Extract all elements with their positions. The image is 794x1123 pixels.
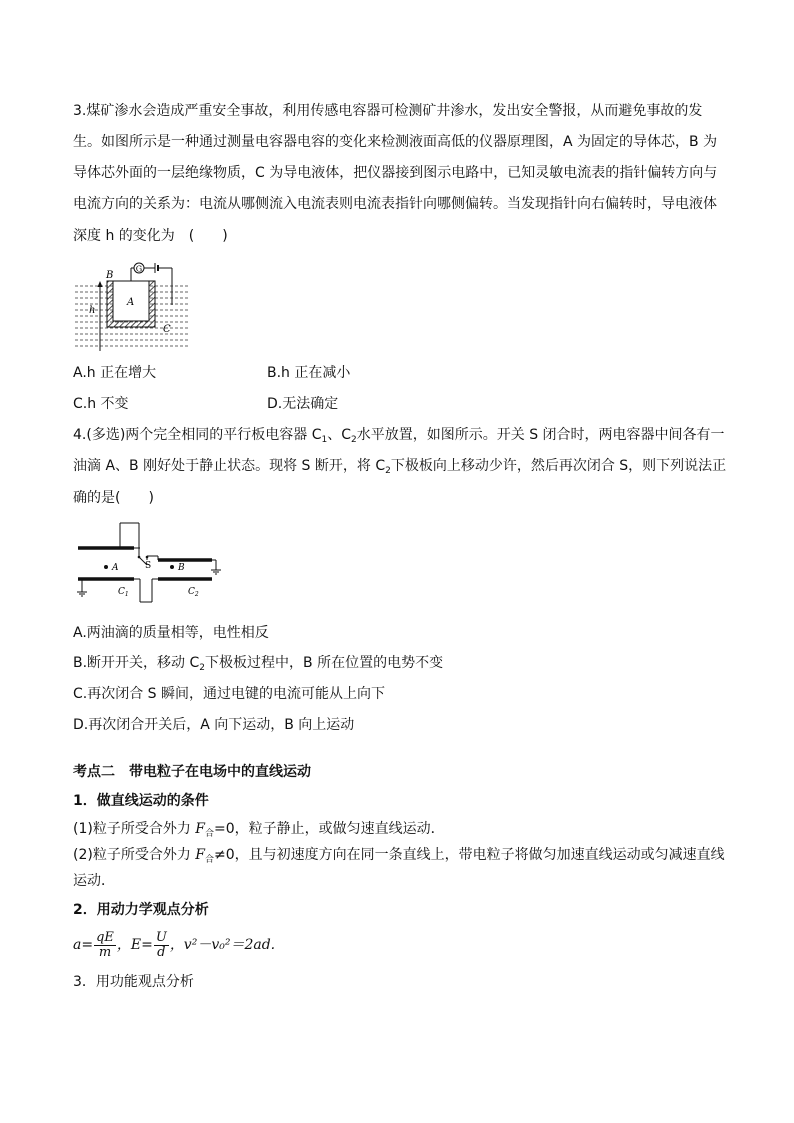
- label-C2: $C_2$: [188, 587, 199, 598]
- q4-option-b[interactable]: B.断开开关，移动 $C_2$下极板过程中，B 所在位置的电势不变: [73, 655, 444, 673]
- q3-line-3: 导体芯外面的一层绝缘物质，C 为导电液体，把仪器接到图示电路中，已知灵敏电流表的指针偏转方向与: [73, 165, 718, 181]
- subsection-1-title: 1．做直线运动的条件: [73, 793, 209, 809]
- q3-option-c[interactable]: C.h 不变: [73, 396, 129, 412]
- q4-line-1: 4.(多选)两个完全相同的平行板电容器 $C_1$、$C_2$水平放置，如图所示。开关 S 闭合时，两电容器中间各有一: [73, 427, 725, 445]
- q3-line-5: 深度 h 的变化为 ( ): [73, 228, 228, 244]
- q3-line-4: 电流方向的关系为：电流从哪侧流入电流表则电流表指针向哪侧偏转。当发现指针向右偏转时，导电液体: [73, 196, 717, 212]
- label-C: C: [163, 324, 171, 335]
- dynamics-formula: a= $\frac{qE}{m}$ ，E= $\frac{U}{d}$ ，v²－v₀²＝2ad.: [73, 929, 276, 960]
- label-A: A: [127, 297, 135, 308]
- subsection-3-title: 3．用功能观点分析: [73, 974, 194, 990]
- q4-line-2: 油滴 A、B 刚好处于静止状态。现将 S 断开，将 $C_2$下极板向上移动少许，然后再次闭合 S，则下列说法正: [73, 458, 727, 476]
- galvanometer-label: G: [135, 264, 143, 274]
- label-C1: $C_1$: [118, 587, 129, 598]
- q3-line-1: 3.煤矿渗水会造成严重安全事故，利用传感电容器可检测矿井渗水，发出安全警报，从而避免事故的发: [73, 103, 703, 119]
- q4-option-c[interactable]: C.再次闭合 S 瞬间，通过电键的电流可能从上向下: [73, 686, 386, 702]
- section-heading: 考点二 带电粒子在电场中的直线运动: [73, 764, 311, 780]
- q3-option-d[interactable]: D.无法确定: [267, 396, 339, 412]
- fraction-qE-m: $\frac{qE}{m}$: [96, 929, 114, 960]
- q4-line-3: 确的是( ): [73, 490, 154, 506]
- subsection-1-point-2-cont: 运动．: [73, 873, 115, 889]
- label-A: A: [112, 563, 119, 573]
- q3-line-2: 生。如图所示是一种通过测量电容器电容的变化来检测液面高低的仪器原理图，A 为固定的导体芯，B 为: [73, 134, 718, 150]
- q3-sensor-diagram: [72, 255, 194, 355]
- q3-option-b[interactable]: B.h 正在减小: [267, 365, 351, 381]
- q4-capacitor-diagram: [72, 518, 232, 606]
- q3-option-a[interactable]: A.h 正在增大: [73, 365, 157, 381]
- label-h: h: [89, 305, 96, 316]
- q4-option-a[interactable]: A.两油滴的质量相等，电性相反: [73, 625, 269, 641]
- subsection-1-point-2: (2)粒子所受合外力 $F_合\ne 0$，且与初速度方向在同一条直线上，带电粒子将做匀加速直线运动或匀减速直线: [73, 847, 725, 865]
- fraction-U-d: $\frac{U}{d}$: [155, 929, 167, 960]
- label-S: S: [145, 561, 152, 571]
- subsection-1-point-1: (1)粒子所受合外力 $F_合=0$，粒子静止，或做匀速直线运动．: [73, 821, 445, 839]
- label-B: B: [178, 563, 185, 573]
- label-B: B: [106, 270, 114, 281]
- q4-option-d[interactable]: D.再次闭合开关后，A 向下运动，B 向上运动: [73, 717, 355, 733]
- subsection-2-title: 2．用动力学观点分析: [73, 902, 209, 918]
